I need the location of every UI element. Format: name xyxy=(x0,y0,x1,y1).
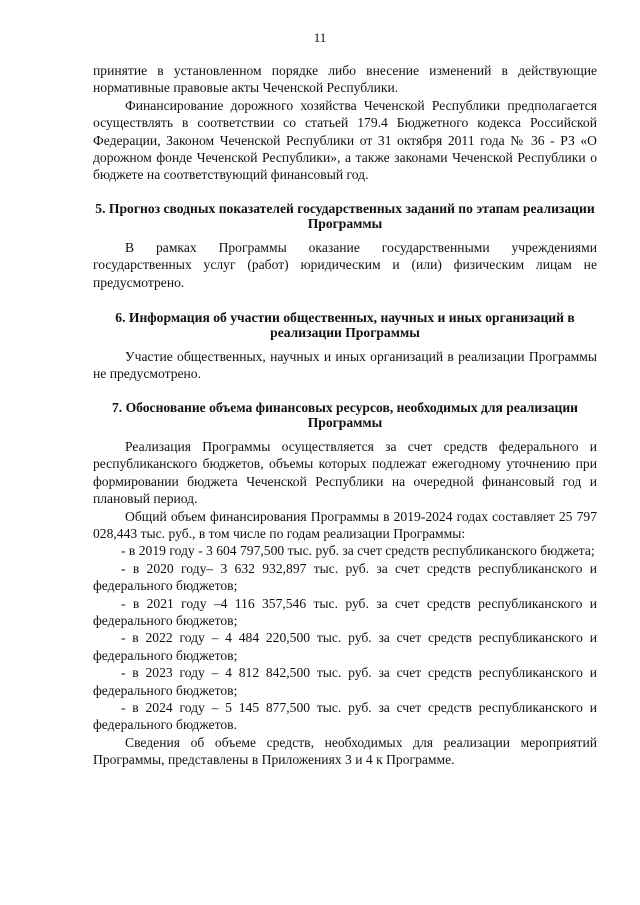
page-number: 11 xyxy=(313,30,327,45)
section-7-heading: 7. Обоснование объема финансовых ресурсов, необходимых для реализации Программы xyxy=(111,399,579,430)
financing-list-item: - в 2020 году– 3 632 932,897 тыс. руб. за счет средств республиканского и федерального бюджетов; xyxy=(93,560,597,594)
section-6-paragraph: Участие общественных, научных и иных организаций в реализации Программы не предусмотрено. xyxy=(93,349,597,382)
section-6-heading: 6. Информация об участии общественных, научных и иных организаций в реализации Программы xyxy=(115,310,575,341)
section-5-paragraph: В рамках Программы оказание государственными учреждениями государственных услуг (работ) юридическим и (или) физическим лицам не предусмотрено. xyxy=(93,239,597,290)
financing-list-item: - в 2022 году – 4 484 220,500 тыс. руб. за счет средств республиканского и федерального бюджетов; xyxy=(93,630,597,663)
financing-list-item: - в 2024 году – 5 145 877,500 тыс. руб. за счет средств республиканского и федерального бюджетов. xyxy=(93,699,597,733)
document-body xyxy=(93,62,597,769)
financing-list-item: - в 2023 году – 4 812 842,500 тыс. руб. за счет средств республиканского и федерального бюджетов; xyxy=(93,665,597,698)
financing-list-item: - в 2021 году –4 116 357,546 тыс. руб. за счет средств республиканского и федерального бюджетов; xyxy=(93,595,597,628)
intro-continuation-paragraph: принятие в установленном порядке либо внесение изменений в действующие нормативные правовые акты Чеченской Республики. xyxy=(93,63,597,96)
section-7-paragraph-3: Сведения об объеме средств, необходимых для реализации мероприятий Программы, представлены в Приложениях 3 и 4 к Программе. xyxy=(93,734,597,768)
section-7-paragraph-1: Реализация Программы осуществляется за счет средств федерального и республиканского бюджетов, объемы которых подлежат ежегодному уточнению при формировании бюджета Чеченской Республики на очередной финансовый год и плановый период. xyxy=(93,438,597,507)
financing-list-item: - в 2019 году - 3 604 797,500 тыс. руб. за счет средств республиканского бюджета; xyxy=(121,543,595,559)
financing-paragraph: Финансирование дорожного хозяйства Чеченской Республики предполагается осуществлять в соответствии со статьей 179.4 Бюджетного кодекса Российской Федерации, Законом Чеченской Республики от 31 октября 2011 года № 36 - РЗ «О дорожном фонде Чеченской Республики», а также законами Чеченской Республики о бюджете на соответствующий финансовый год. xyxy=(93,97,597,183)
section-5-heading: 5. Прогноз сводных показателей государственных заданий по этапам реализации Программы xyxy=(95,200,595,231)
section-7-paragraph-2: Общий объем финансирования Программы в 2019-2024 годах составляет 25 797 028,443 тыс. руб., в том числе по годам реализации Программы: xyxy=(93,508,597,541)
